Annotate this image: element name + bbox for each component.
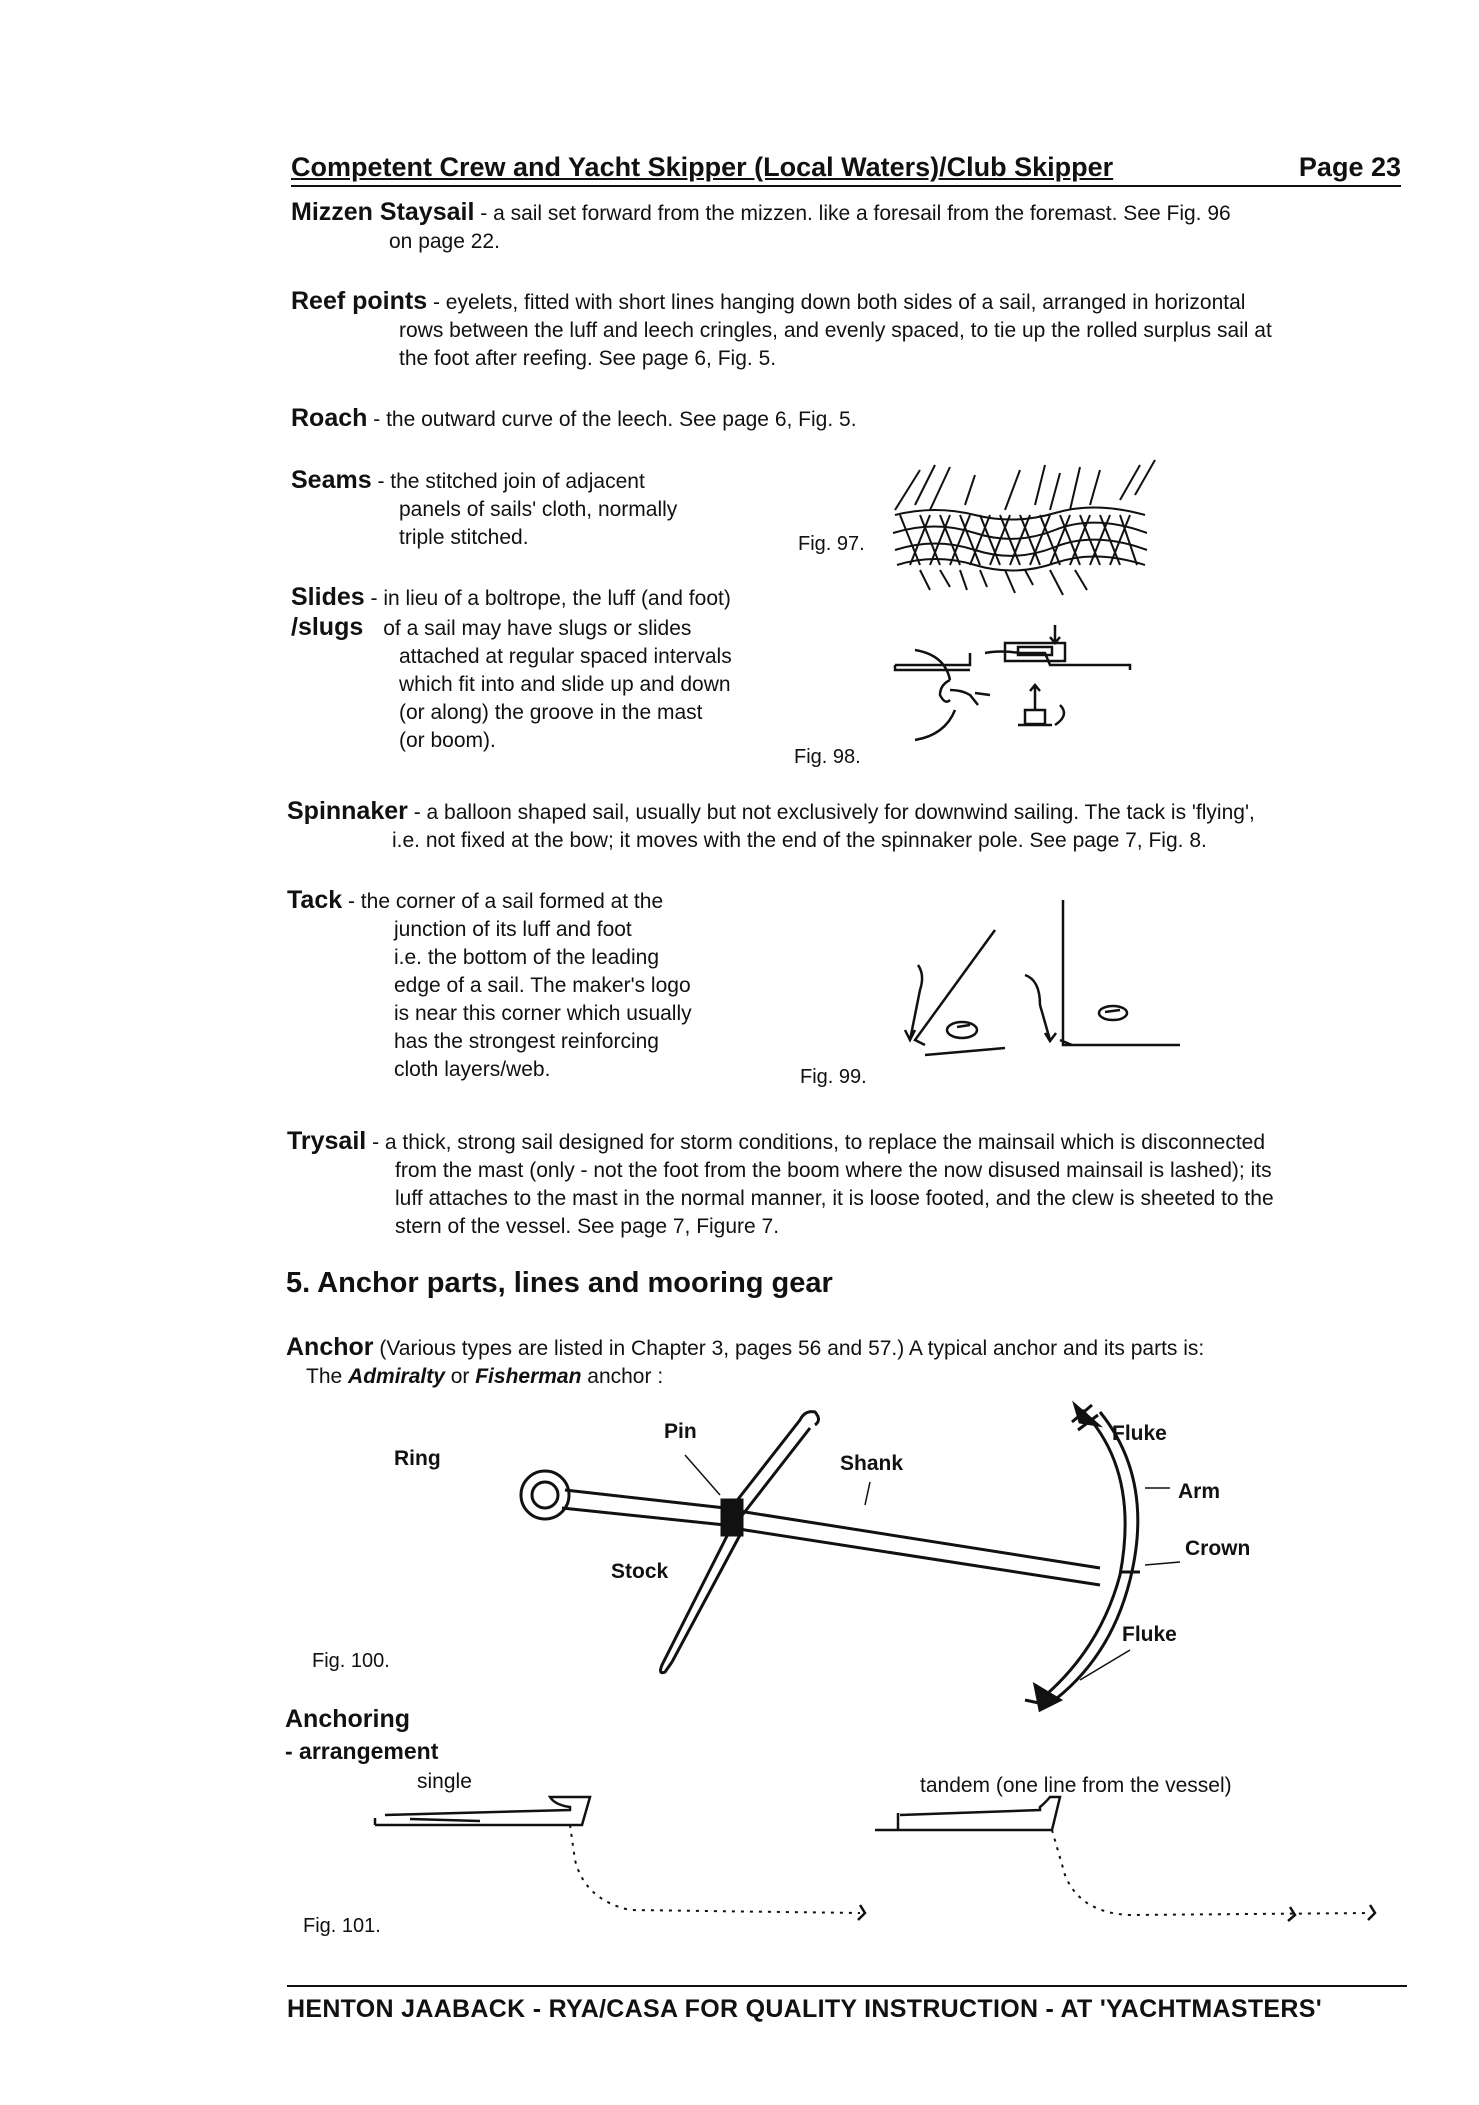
fig-99-label: Fig. 99. [800, 1066, 867, 1088]
term-mizzen-staysail: Mizzen Staysail [291, 198, 475, 226]
page-header [291, 152, 1401, 187]
anchor-label-stock: Stock [611, 1560, 669, 1583]
page-footer: HENTON JAABACK - RYA/CASA FOR QUALITY INSTRUCTION - AT 'YACHTMASTERS' [287, 1985, 1407, 2024]
term-trysail: Trysail [287, 1127, 367, 1155]
term-anchoring: Anchoring [285, 1705, 410, 1733]
section-heading: 5. Anchor parts, lines and mooring gear [286, 1267, 833, 1299]
fig-98-label: Fig. 98. [794, 746, 861, 768]
fig-98-slides-drawing [890, 615, 1150, 755]
entry-reef-points: Reef points - eyelets, fitted with short lines hanging down both sides of a sail, arranged in horizontal rows between the luff and leech cringles, and evenly spaced, to tie up the rolled surplus sail at the foot after reefing. See page 6, Fig. 5. [291, 287, 1272, 370]
entry-trysail: Trysail - a thick, strong sail designed for storm conditions, to replace the mainsail which is disconnected from the mast (only - not the foot from the boom where the now disused mainsail is lashed); its luff attaches to the mast in the normal manner, it is loose footed, and the clew is sheeted to the stern of the vessel. See page 7, Figure 7. [287, 1127, 1274, 1238]
fig-97-seams-drawing [875, 455, 1175, 595]
term-arrangement: - arrangement [285, 1738, 439, 1764]
fig-97-label: Fig. 97. [798, 533, 865, 555]
entry-anchor: Anchor (Various types are listed in Chapter 3, pages 56 and 57.) A typical anchor and its parts is: The Admiralty or Fisherman anchor : [286, 1333, 1205, 1388]
page-number: Page 23 [1298, 152, 1401, 182]
fig-101-single-drawing [360, 1785, 860, 1935]
term-slides: Slides [291, 583, 365, 611]
term-spinnaker: Spinnaker [287, 797, 408, 825]
term-anchor: Anchor [286, 1333, 374, 1361]
fig-101-label: Fig. 101. [303, 1915, 381, 1937]
anchor-label-fluke-bottom: Fluke [1122, 1623, 1177, 1646]
term-slugs: /slugs [291, 613, 364, 641]
anchor-label-fluke-top: Fluke [1112, 1422, 1167, 1445]
anchor-label-crown: Crown [1185, 1537, 1251, 1560]
anchor-label-ring: Ring [394, 1447, 441, 1470]
term-roach: Roach [291, 404, 368, 432]
anchor-label-shank: Shank [840, 1452, 904, 1475]
fig-101-tandem-drawing [870, 1785, 1410, 1935]
label-tandem: tandem (one line from the vessel) [920, 1774, 1232, 1797]
entry-roach: Roach - the outward curve of the leech. See page 6, Fig. 5. [291, 404, 857, 432]
header-title: Competent Crew and Yacht Skipper (Local Waters)/Club Skipper [291, 152, 1114, 182]
entry-spinnaker: Spinnaker - a balloon shaped sail, usually but not exclusively for downwind sailing. The tack is 'flying', i.e. not fixed at the bow; it moves with the end of the spinnaker pole. See page 7, Fig. 8. [287, 797, 1255, 852]
term-reef-points: Reef points [291, 287, 428, 315]
anchor-label-arm: Arm [1178, 1480, 1221, 1503]
entry-slides-slugs: Slides - in lieu of a boltrope, the luff (and foot) /slugs of a sail may have slugs or slides attached at regular spaced intervals which fit into and slide up and down (or along) the groove in the mast (or boom). [291, 583, 732, 752]
label-single: single [417, 1770, 472, 1793]
entry-mizzen-staysail: Mizzen Staysail - a sail set forward from the mizzen. like a foresail from the foremast. See Fig. 96 on page 22. [291, 198, 1231, 253]
term-seams: Seams [291, 466, 372, 494]
entry-tack: Tack - the corner of a sail formed at the junction of its luff and foot i.e. the bottom of the leading edge of a sail. The maker's logo is near this corner which usually has the strongest reinforcing cloth layers/web. [287, 886, 692, 1081]
fig-99-tack-drawing [900, 895, 1190, 1070]
term-tack: Tack [287, 886, 343, 914]
fig-100-label: Fig. 100. [312, 1650, 390, 1672]
fig-100-anchor-drawing [500, 1400, 1200, 1720]
anchor-label-pin: Pin [664, 1420, 697, 1443]
entry-seams: Seams - the stitched join of adjacent panels of sails' cloth, normally triple stitched. [291, 466, 678, 549]
